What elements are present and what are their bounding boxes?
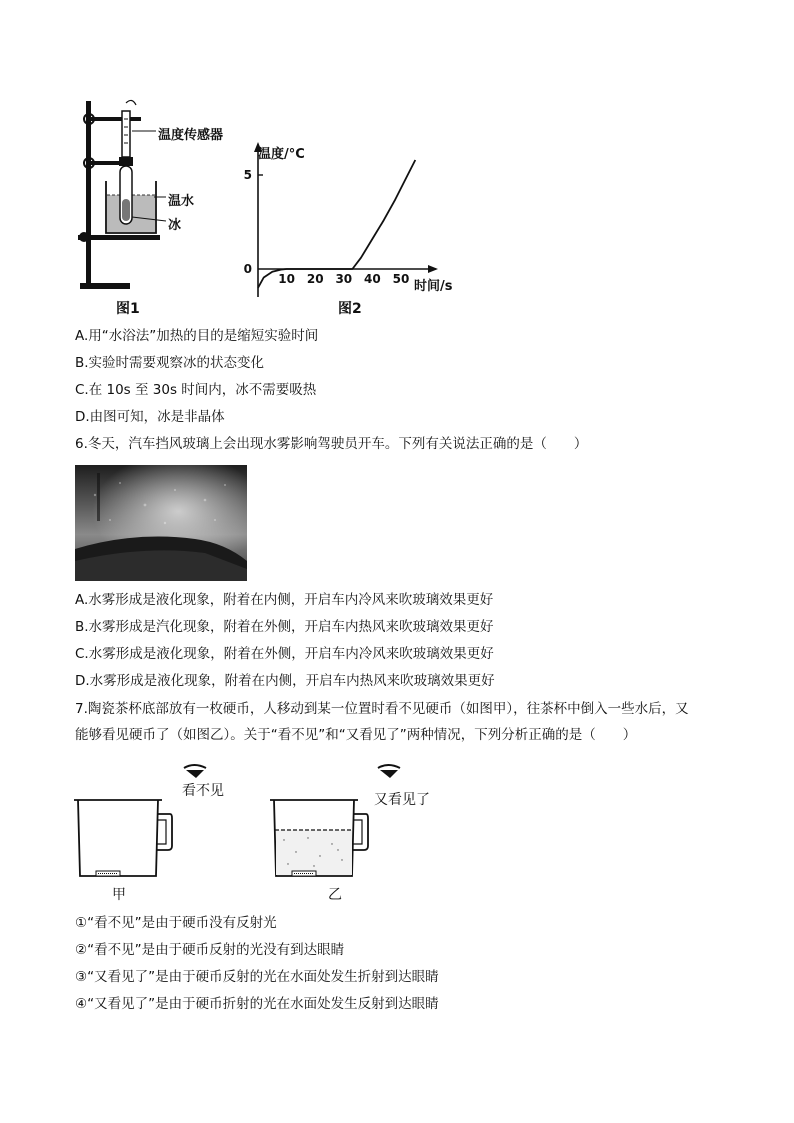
cup-jia-label: 看不见 [182, 783, 224, 799]
q7-statement-4: ④“又看见了”是由于硬币折射的光在水面处发生反射到达眼睛 [75, 996, 439, 1012]
y-tick-label: 0 [243, 262, 252, 276]
q5-option-a: A.用“水浴法”加热的目的是缩短实验时间 [75, 328, 319, 344]
q5-option-d: D.由图可知，冰是非晶体 [75, 409, 225, 425]
chart-axes [244, 142, 438, 297]
x-tick-label: 50 [392, 272, 410, 286]
fig2-x-axis-label: 时间/s [414, 279, 453, 294]
q6-option-d: D.水雾形成是液化现象，附着在内侧，开启车内热风来吹玻璃效果更好 [75, 673, 495, 689]
cup-yi-caption: 乙 [328, 887, 342, 903]
q7-stem-line-1: 7.陶瓷茶杯底部放有一枚硬币，人移动到某一位置时看不见硬币（如图甲），往茶杯中倒入一些水后，又 [75, 701, 689, 717]
q6-option-a: A.水雾形成是液化现象，附着在内侧，开启车内冷风来吹玻璃效果更好 [75, 592, 494, 608]
x-tick-label: 20 [306, 272, 324, 286]
fig1-sensor-label: 温度传感器 [158, 128, 224, 143]
q5-option-c: C.在 10s 至 30s 时间内，冰不需要吸热 [75, 382, 317, 398]
y-tick-label: 5 [243, 168, 252, 182]
eye-icon [184, 765, 206, 778]
fig2-caption: 图2 [338, 301, 362, 317]
figure-cup-jia [72, 760, 252, 885]
q7-statement-2: ②“看不见”是由于硬币反射的光没有到达眼睛 [75, 942, 345, 958]
fig1-warm-water-label: 温水 [168, 194, 195, 209]
x-tick-label: 40 [364, 272, 381, 286]
cup-yi-label: 又看见了 [374, 792, 430, 808]
cup-jia-caption: 甲 [112, 887, 126, 903]
fig1-ice-label: 冰 [168, 218, 182, 233]
figure-cup-yi [268, 760, 448, 885]
x-axis-arrow [428, 265, 438, 273]
q7-stem-line-2: 能够看见硬币了（如图乙）。关于“看不见”和“又看见了”两种情况，下列分析正确的是（ ） [75, 727, 637, 743]
eye-icon [378, 765, 400, 778]
q7-statement-1: ①“看不见”是由于硬币没有反射光 [75, 915, 277, 931]
x-tick-label: 10 [278, 272, 295, 286]
q7-statement-3: ③“又看见了”是由于硬币反射的光在水面处发生折射到达眼睛 [75, 969, 439, 985]
fig2-y-axis-label: 温度/°C [258, 147, 305, 162]
x-tick-label: 30 [335, 272, 353, 286]
q6-stem: 6.冬天，汽车挡风玻璃上会出现水雾影响驾驶员开车。下列有关说法正确的是（ ） [75, 436, 588, 452]
q5-option-b: B.实验时需要观察冰的状态变化 [75, 355, 265, 371]
q6-option-c: C.水雾形成是液化现象，附着在外侧，开启车内冷风来吹玻璃效果更好 [75, 646, 494, 662]
windshield-fog-photo [75, 465, 247, 581]
fig1-caption: 图1 [116, 301, 140, 317]
q6-option-b: B.水雾形成是汽化现象，附着在外侧，开启车内热风来吹玻璃效果更好 [75, 619, 494, 635]
